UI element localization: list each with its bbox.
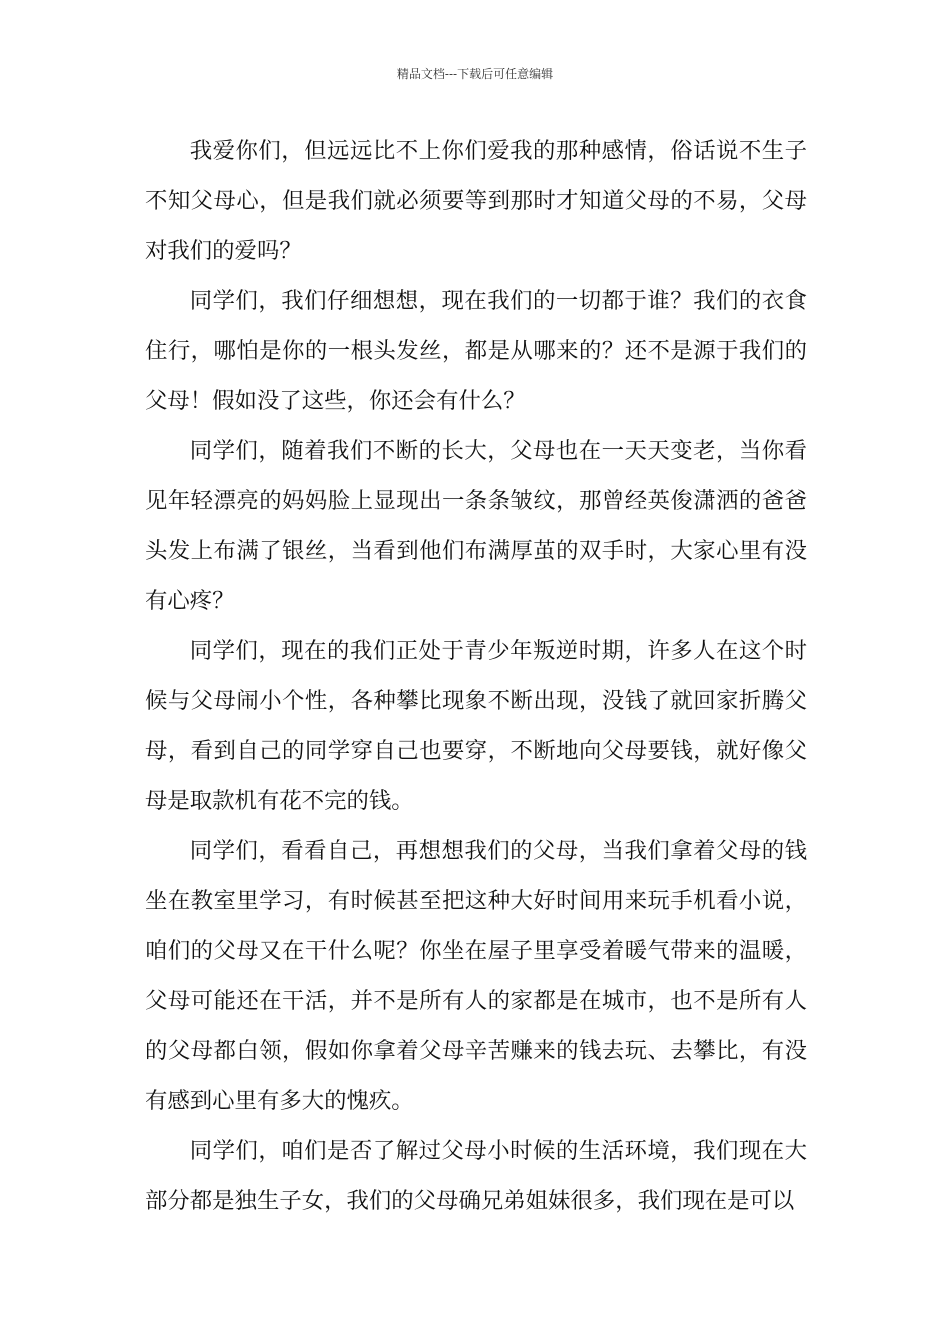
paragraph: 同学们，随着我们不断的长大，父母也在一天天变老，当你看见年轻漂亮的妈妈脸上显现出一条条皱纹，那曾经英俊潇洒的爸爸头发上布满了银丝，当看到他们布满厚茧的双手时，大家心里有没有心疼？ — [145, 438, 807, 614]
paragraph: 同学们，现在的我们正处于青少年叛逆时期，许多人在这个时候与父母闹小个性，各种攀比现象不断出现，没钱了就回家折腾父母，看到自己的同学穿自己也要穿，不断地向父母要钱，就好像父母是取款机有花不完的钱。 — [145, 638, 807, 814]
document-body — [145, 126, 807, 1226]
page-header: 精品文档---下载后可任意编辑 — [396, 67, 554, 81]
paragraph: 同学们，咱们是否了解过父母小时候的生活环境，我们现在大部分都是独生子女，我们的父母确兄弟姐妹很多，我们现在是可以 — [145, 1138, 807, 1214]
paragraph: 我爱你们，但远远比不上你们爱我的那种感情，俗话说不生子不知父母心，但是我们就必须要等到那时才知道父母的不易，父母对我们的爱吗？ — [145, 138, 807, 264]
paragraph: 同学们，看看自己，再想想我们的父母，当我们拿着父母的钱坐在教室里学习，有时候甚至把这种大好时间用来玩手机看小说，咱们的父母又在干什么呢？你坐在屋子里享受着暖气带来的温暖，父母可能还在干活，并不是所有人的家都是在城市，也不是所有人的父母都白领，假如你拿着父母辛苦赚来的钱去玩、去攀比，有没有感到心里有多大的愧疚。 — [145, 838, 807, 1114]
paragraph: 同学们，我们仔细想想，现在我们的一切都于谁？我们的衣食住行，哪怕是你的一根头发丝，都是从哪来的？还不是源于我们的父母！假如没了这些，你还会有什么？ — [145, 288, 807, 414]
